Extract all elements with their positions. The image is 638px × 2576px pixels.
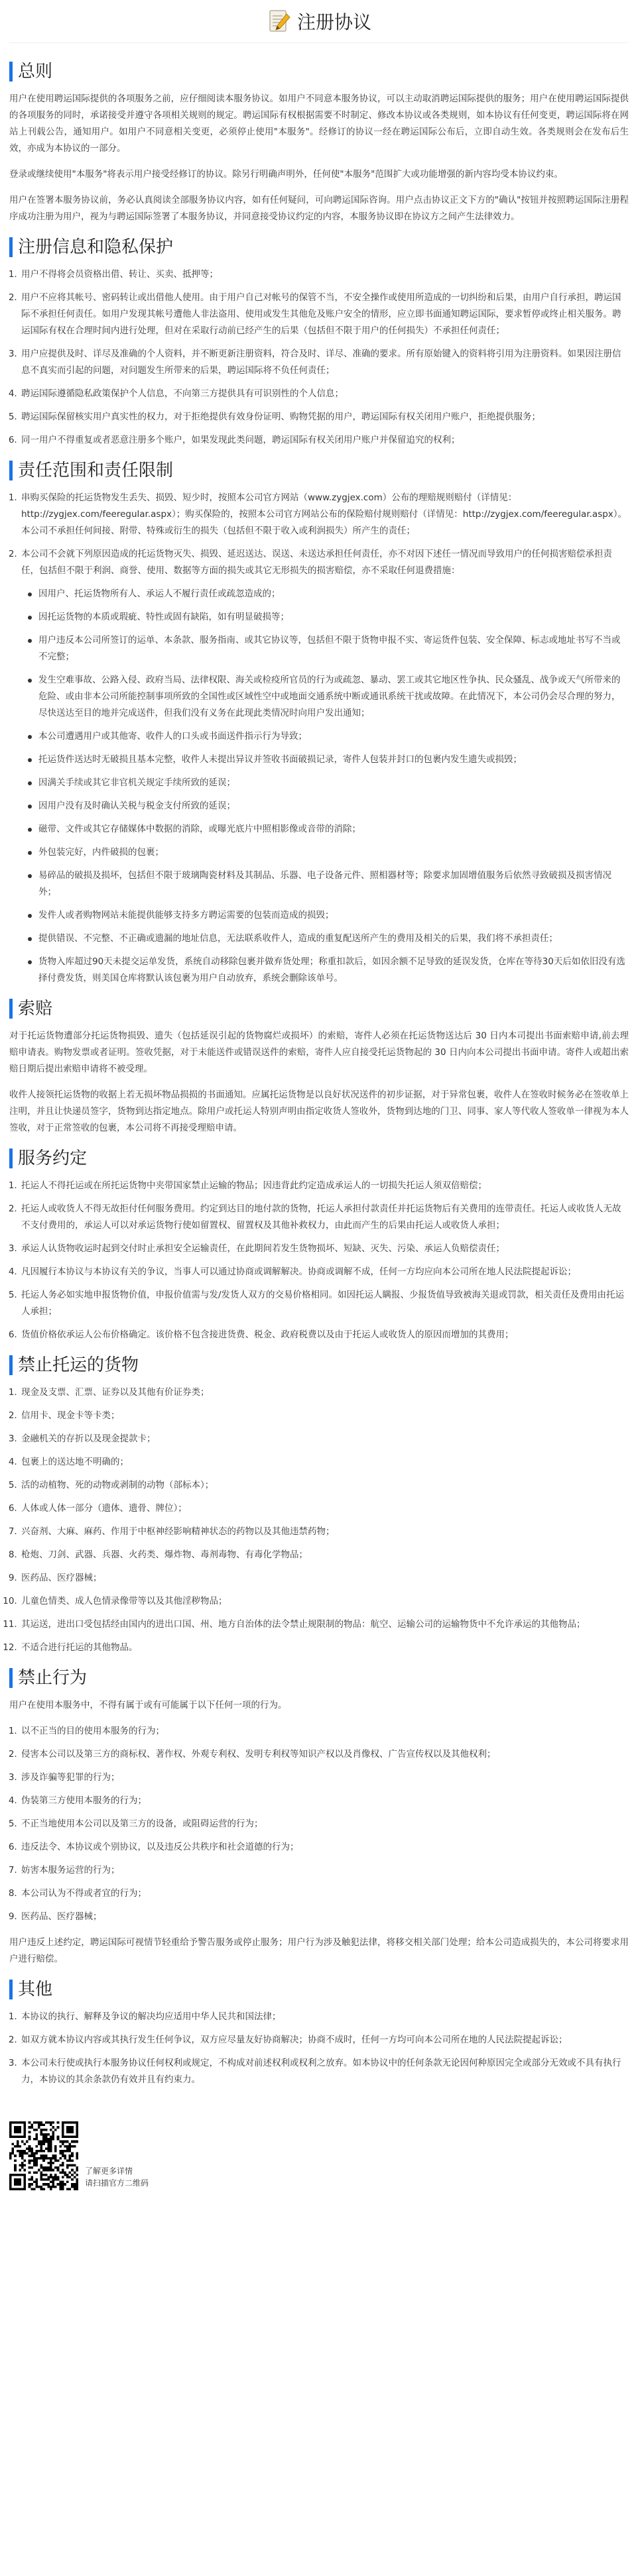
section-title: 禁止行为 [9, 1668, 629, 1688]
list-item-text: 串购买保险的托运货物发生丢失、损毁、短少时，按照本公司官方网站（www.zygjex.com）公布的理赔规则赔付（详情见：http://zygjex.com/feeregular.aspx）；购买保险的，按照本公司官方网站公布的保险赔付规则赔付（详情见：http://zygjex.com/feeregular.aspx）。本公司不承担任何间接、附带、特殊或衍生的损失（包括但不限于收入或利润损失）所产生的责任； [21, 492, 627, 536]
list-item: 5. 聘运国际保留核实用户真实性的权力，对于拒绝提供有效身份证明、购物凭据的用户，聘运国际有权关闭用户账户，拒绝提供服务； [20, 409, 629, 425]
footer [9, 2104, 629, 2190]
paragraph: 用户在使用聘运国际提供的各项服务之前，应仔细阅读本服务协议。如用户不同意本服务协议，可以主动取消聘运国际提供的服务；用户在使用聘运国际提供的各项服务的同时，承诺接受并遵守各项相关规则的规定。聘运国际有权根据需要不时制定、修改本协议或各类规则，如本协议有任何变更，聘运国际将在网站上刊载公告，通知用户。如用户不同意相关变更，必须停止使用"本服务"。经修订的协议一经在聘运国际公布后，立即自动生效。各类规则会在发布后生效，亦成为本协议的一部分。 [9, 93, 629, 154]
section-title: 注册信息和隐私保护 [9, 237, 629, 257]
bullet-item: 因用户没有及时确认关税与税金支付所致的延误； [28, 798, 629, 814]
numbered-list [9, 266, 629, 449]
list-item-text: 本公司不会就下列原因造成的托运货物灭失、损毁、延迟送达、误送、未送达承担任何责任，亦不对因下述任一情况而导致用户的任何损害赔偿承担责任，包括但不限于利润、商誉、使用、数据等方面的损失或其它无形损失的损害赔偿，亦不采取任何退费措施： [21, 549, 612, 576]
list-item: 5. 不正当地使用本公司以及第三方的设备，或阻碍运营的行为； [20, 1816, 629, 1832]
agreement-content [9, 62, 629, 2088]
list-item: 6. 人体或人体一部分（遗体、遗骨、牌位）； [20, 1500, 629, 1517]
list-item: 3. 用户应提供及时、详尽及准确的个人资料，并不断更新注册资料，符合及时、详尽、准确的要求。所有原始键入的资料将引用为注册资料。如果因注册信息不真实而引起的问题，对问题发生所带来的后果，聘运国际将不负任何责任； [20, 346, 629, 379]
section-title: 索赔 [9, 999, 629, 1019]
list-item: 4. 聘运国际遵循隐私政策保护个人信息，不向第三方提供具有可识别性的个人信息； [20, 386, 629, 402]
list-item [20, 546, 629, 987]
list-item: 12. 不适合进行托运的其他物品。 [20, 1640, 629, 1656]
footer-line-1: 了解更多详情 [85, 2166, 133, 2176]
section-outro: 用户违反上述约定，聘运国际可视情节轻重给予警告服务或停止服务；用户行为涉及触犯法律，将移交相关部门处理；给本公司造成损失的，本公司将要求用户进行赔偿。 [9, 1937, 629, 1964]
list-item: 1. 用户不得将会员资格出借、转让、买卖、抵押等； [20, 266, 629, 283]
bullet-item: 本公司遭遇用户或其他寄、收件人的口头或书面送件指示行为导致； [28, 728, 629, 745]
list-item [20, 490, 629, 539]
list-item: 2. 托运人或收货人不得无故拒付任何服务费用。约定到达目的地付款的货物，托运人承担付款责任并托运货物后有关费用的连带责任。托运人或收货人无故不支付费用的，承运人可以对承运货物行使如留置权、留置权及其他补救权力，由此而产生的后果由托运人或收货人承担； [20, 1201, 629, 1234]
section-5 [9, 1355, 629, 1656]
bullet-list [21, 586, 629, 987]
list-item: 9. 医药品、医疗器械； [20, 1909, 629, 1925]
list-item: 8. 枪炮、刀剑、武器、兵器、火药类、爆炸物、毒剂毒物、有毒化学物品； [20, 1547, 629, 1563]
paragraph: 对于托运货物遭部分托运货物损毁、遗失（包括延误引起的货物腐烂或损坏）的索赔，寄件人必须在托运货物送达后 30 日内本司提出书面索赔申请,前去理赔申请表。购物发票或者证明。签收凭据，对于未能送件或错误送件的索赔，寄件人应自接受托运货物起的 30 日内向本公司提出书面申请。寄件人或超出索赔日期后提出索赔申请将不被受理。 [9, 1031, 629, 1074]
list-item: 1. 现金及支票、汇票、证券以及其他有价证券类； [20, 1384, 629, 1401]
list-item: 3. 金融机关的存折以及现金提款卡； [20, 1431, 629, 1447]
list-item: 4. 凡因履行本协议与本协议有关的争议，当事人可以通过协商或调解解决。协商或调解不成，任何一方均应向本公司所在地人民法院提起诉讼； [20, 1264, 629, 1280]
list-item: 3. 承运人认货物收运时起到交付时止承担安全运输责任，在此期间若发生货物损坏、短缺、灭失、污染、承运人负赔偿责任； [20, 1241, 629, 1257]
section-2 [9, 461, 629, 987]
footer-text [85, 2165, 149, 2190]
section-4 [9, 1148, 629, 1343]
page-title: 注册协议 [296, 11, 371, 33]
section-title: 服务约定 [9, 1148, 629, 1168]
bullet-item: 发件人或者购物网站未能提供能够支持多方聘运需要的包装而造成的损毁； [28, 907, 629, 924]
bullet-item: 因用户、托运货物所有人、承运人不履行责任或疏忽造成的； [28, 586, 629, 602]
list-item: 7. 妨害本服务运营的行为； [20, 1862, 629, 1879]
list-item: 7. 兴奋剂、大麻、麻药、作用于中枢神经影响精神状态的药物以及其他违禁药物； [20, 1524, 629, 1540]
page-header [9, 0, 629, 43]
section-title: 责任范围和责任限制 [9, 461, 629, 480]
paragraph: 登录或继续使用"本服务"将表示用户接受经修订的协议。除另行明确声明外，任何使"本服务"范围扩大或功能增强的新内容均受本协议约束。 [9, 169, 563, 180]
list-item: 1. 以不正当的目的使用本服务的行为； [20, 1723, 629, 1740]
bullet-item: 因托运货物的本质或瑕疵、特性或固有缺陷，如有明显破损等； [28, 609, 629, 626]
bullet-item: 因满关手续或其它非官机关规定手续所致的延误； [28, 775, 629, 791]
bullet-item: 货物入库超过90天未提交运单发货，系统自动移除包裹并做弃货处理；称重扣款后，如因余额不足导致的延误发货，仓库在等待30天后如依旧没有选择付费发货，则美国仓库将默认该包裹为用户自动放弃，系统会删除该单号。 [28, 954, 629, 987]
list-item: 5. 托运人务必如实地申报货物价值，申报价值需与发/发货人双方的交易价格相同。如因托运人瞒报、少报货值导致被海关退或罚款，相关责任及费用由托运人承担； [20, 1287, 629, 1320]
list-item: 2. 如双方就本协议内容或其执行发生任何争议，双方应尽量友好协商解决；协商不成时，任何一方均可向本公司所在地的人民法院提起诉讼； [20, 2032, 629, 2048]
list-item: 3. 本公司未行使或执行本服务协议任何权利或规定，不构成对前述权利或权利之放弃。如本协议中的任何条款无论因何种原因完全或部分无效或不具有执行力，本协议的其余条款仍有效并且有约束力。 [20, 2055, 629, 2088]
list-item: 1. 托运人不得托运或在所托运货物中夹带国家禁止运输的物品；因违背此约定造成承运人的一切损失托运人须双倍赔偿； [20, 1178, 629, 1194]
paragraph: 收件人接领托运货物的收据上若无损坏物品损损的书面通知。应属托运货物是以良好状况送件的初步证据，对于异常包裹，收件人在签收时候务必在签收单上注明，并且让快递员签字，货物到达指定地点。除用户或托运人特别声明由指定收货人签收外，货物到达地的门卫、同事、家人等代收人签收单一律视为本人签收，对于正常签收的包裹，本公司将不再接受理赔申请。 [9, 1090, 629, 1133]
document-pencil-icon [267, 9, 292, 34]
bullet-item: 磁带、文件或其它存储媒体中数据的消除，或曝光底片中照相影像或音带的消除； [28, 821, 629, 838]
list-item: 2. 侵害本公司以及第三方的商标权、著作权、外观专利权、发明专利权等知识产权以及肖像权、广告宣传权以及其他权利； [20, 1746, 629, 1763]
numbered-list [9, 1723, 629, 1925]
list-item: 4. 包裹上的送达地不明确的； [20, 1454, 629, 1471]
footer-line-2: 请扫描官方二维码 [85, 2178, 149, 2188]
paragraph: 用户在签署本服务协议前，务必认真阅读全部服务协议内容，如有任何疑问，可向聘运国际咨询。用户点击协议正文下方的"确认"按钮并按照聘运国际注册程序成功注册为用户，视为与聘运国际签署了本服务协议，并同意接受协议约定的内容，本服务协议即在协议方之间产生法律效力。 [9, 195, 629, 222]
list-item: 6. 违反法令、本协议或个别协议，以及违反公共秩序和社会道德的行为； [20, 1839, 629, 1856]
list-item: 1. 本协议的执行、解释及争议的解决均应适用中华人民共和国法律； [20, 2009, 629, 2025]
bullet-item: 发生空难事故、公路入侵、政府当局、法律权限、海关或检疫所官员的行为或疏忽、暴动、罢工或其它地区性争执、民众骚乱、战争或天气所带来的危险、或由非本公司所能控制事项所致的全国性或区域性空中或地面交通系统中断或通讯系统干扰或故障。在此情况下，本公司仍会尽合理的努力，尽快送达至目的地并完成送件，但我们没有义务在此现此类情况时向用户发出通知； [28, 672, 629, 722]
bullet-item: 用户违反本公司所签订的运单、本条款、服务指南、或其它协议等，包括但不限于货物申报不实、寄运货件包装、安全保障、标志或地址书写不当或不完整； [28, 632, 629, 665]
list-item: 10. 儿童色情类、成人色情录像带等以及其他淫秽物品； [20, 1593, 629, 1610]
section-title: 禁止托运的货物 [9, 1355, 629, 1375]
bullet-item: 托运货件送达时无破损且基本完整，收件人未提出异议并签收书面破损记录，寄件人包装并封口的包裹内发生遗失或损毁； [28, 752, 629, 768]
list-item: 11. 其运送，进出口受包括经由国内的进出口国、州、地方自治体的法令禁止规限制的物品：航空、运输公司的运输物货中不允许承运的其他物品； [20, 1616, 629, 1633]
list-item: 9. 医药品、医疗器械； [20, 1570, 629, 1587]
list-item: 3. 涉及诈骗等犯罪的行为； [20, 1769, 629, 1786]
list-item: 6. 货值价格依承运人公布价格确定。该价格不包含接进货费、税金、政府税费以及由于托运人或收货人的原因而增加的其费用； [20, 1327, 629, 1343]
list-item: 2. 信用卡、现金卡等卡类； [20, 1408, 629, 1424]
bullet-item: 易碎品的破损及损坏，包括但不限于玻璃陶瓷材料及其制品、乐器、电子设备元件、照相器材等；除要求加固增值服务后依然寻致破损及损害情况外； [28, 868, 629, 901]
list-item: 8. 本公司认为不得或者宜的行为； [20, 1885, 629, 1902]
section-title: 其他 [9, 1980, 629, 1999]
bullet-item: 外包装完好，内件破损的包裹； [28, 844, 629, 861]
section-title: 总则 [9, 62, 629, 82]
section-7 [9, 1980, 629, 2088]
section-6 [9, 1668, 629, 1968]
list-item: 4. 伪装第三方使用本服务的行为； [20, 1793, 629, 1809]
list-item: 6. 同一用户不得重复或者恶意注册多个账户，如果发现此类问题，聘运国际有权关闭用户账户并保留追究的权利； [20, 432, 629, 449]
section-0 [9, 62, 629, 225]
section-1 [9, 237, 629, 449]
section-3 [9, 999, 629, 1137]
section-intro: 用户在使用本服务中，不得有属于或有可能属于以下任何一项的行为。 [9, 1700, 287, 1710]
numbered-list [9, 2009, 629, 2088]
list-item: 2. 用户不应将其帐号、密码转让或出借他人使用。由于用户自己对帐号的保管不当，不安全操作或使用所造成的一切纠纷和后果，由用户自行承担，聘运国际不承担任何责任。如用户发现其帐号遭他人非法盗用、使用或发生其他危及账户安全的情形，应立即书面通知聘运国际，要求暂停或终止相关服务。聘运国际有权在合理时间内进行处理，但对在采取行动前已经产生的后果（包括但不限于用户的任何损失）不承担任何责任； [20, 290, 629, 339]
numbered-list [9, 490, 629, 987]
bullet-item: 提供错误、不完整、不正确或遗漏的地址信息，无法联系收件人，造成的重复配送所产生的费用及相关的后果，我们将不承担责任； [28, 930, 629, 947]
qr-code [9, 2121, 78, 2190]
numbered-list [9, 1384, 629, 1656]
list-item: 5. 活的动植物、死的动物或剥制的动物（部标本）； [20, 1477, 629, 1494]
numbered-list [9, 1178, 629, 1343]
